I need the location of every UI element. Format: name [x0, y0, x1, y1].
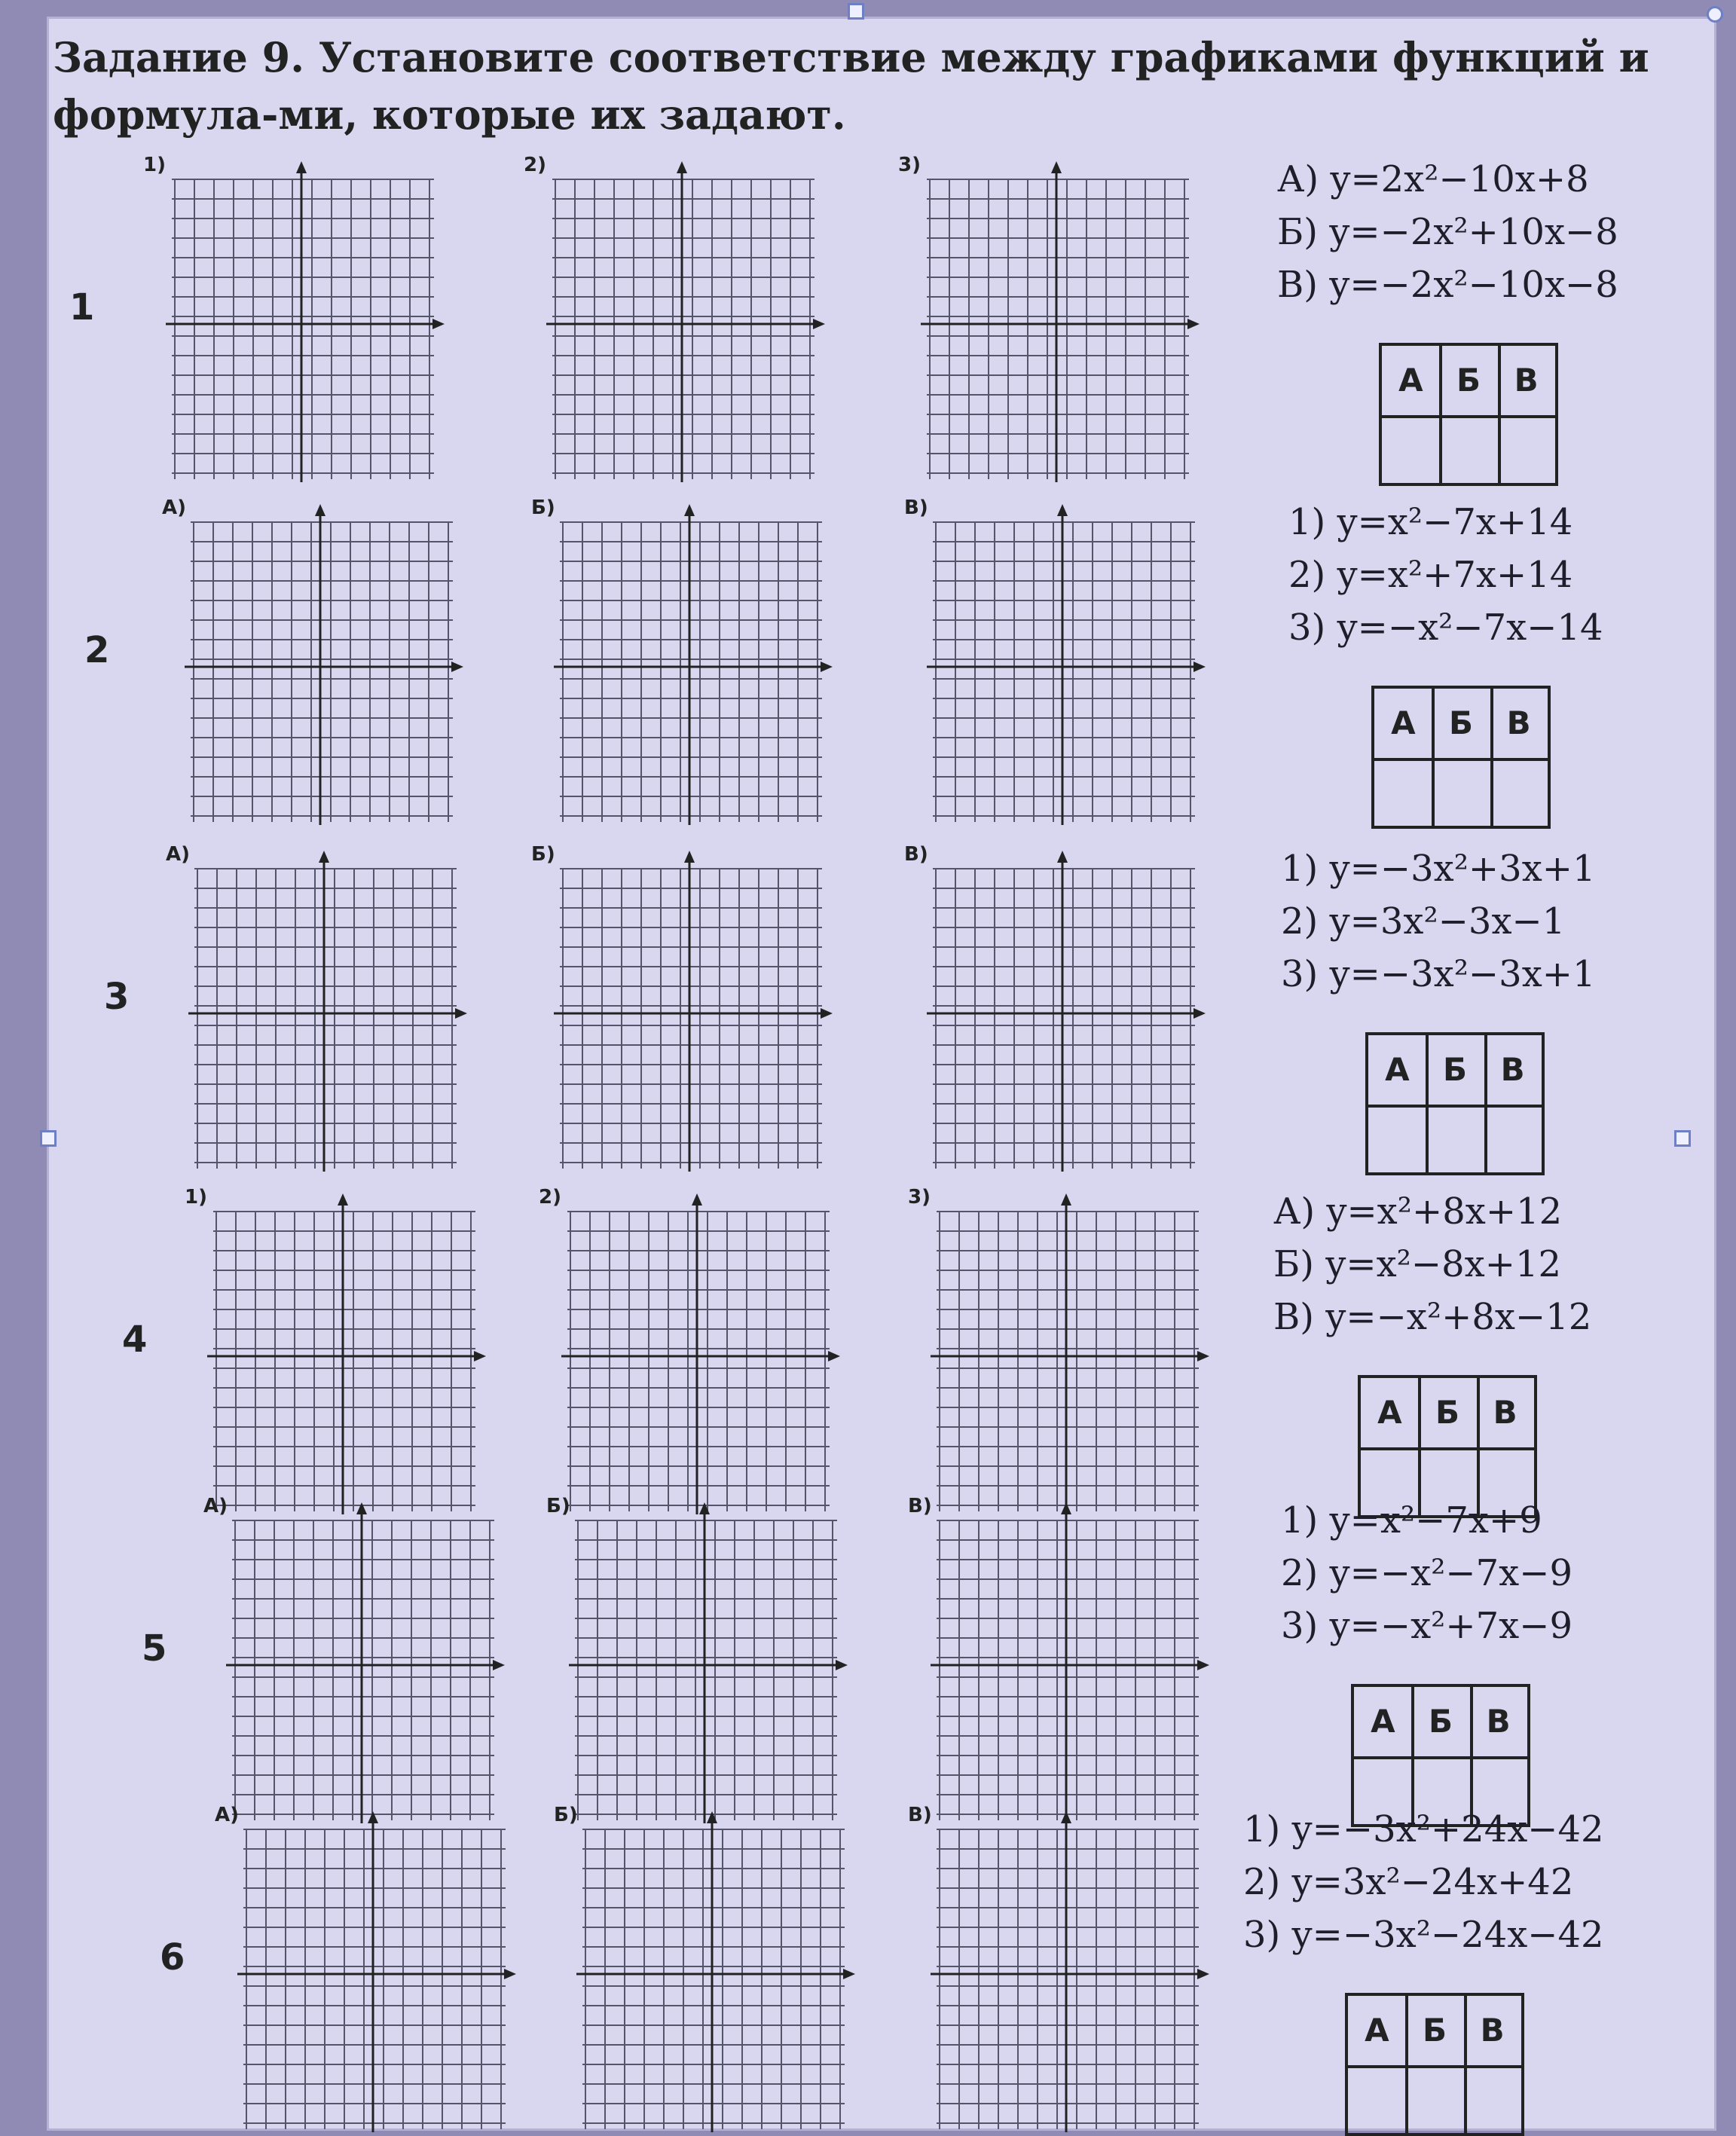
answer-table [1345, 1993, 1524, 2136]
formula-option: 1) y=x²−7x+9 [1281, 1499, 1542, 1542]
formula-option: 2) y=−x²−7x−9 [1281, 1552, 1572, 1594]
formula-option: 1) y=−3x²+24x−42 [1243, 1808, 1604, 1850]
formula-option: Б) y=x²−8x+12 [1273, 1243, 1562, 1285]
parabola-graph [546, 173, 818, 482]
graph-label: Б) [554, 1804, 578, 1826]
graph-label: 2) [539, 1186, 561, 1209]
answer-header-cell: Б [1456, 362, 1481, 399]
answer-header-cell: А [1391, 704, 1416, 741]
parabola-graph [554, 863, 825, 1172]
grid [560, 522, 822, 822]
graph-label: А) [203, 1495, 228, 1517]
formula-option: 3) y=−3x²−24x−42 [1243, 1914, 1604, 1956]
answer-header-cell: Б [1423, 2012, 1447, 2049]
answer-table-header [1382, 346, 1555, 418]
graph-label: Б) [546, 1495, 570, 1517]
answer-header-cell: В [1480, 2012, 1505, 2049]
formula-option: 3) y=−3x²−3x+1 [1281, 953, 1596, 995]
grid [933, 522, 1195, 822]
parabola-graph [237, 1823, 509, 2132]
parabola-graph [185, 516, 456, 825]
answer-header-cell: Б [1449, 704, 1474, 741]
formula-option: 1) y=x²−7x+14 [1288, 501, 1573, 543]
table-divider [1432, 689, 1435, 826]
graph-label: В) [904, 497, 928, 519]
table-divider [1418, 1378, 1421, 1515]
answer-header-cell: Б [1443, 1051, 1468, 1088]
formula-option: А) y=x²+8x+12 [1273, 1190, 1563, 1233]
table-divider [1405, 1996, 1408, 2133]
parabola-graph [576, 1823, 848, 2132]
graph-label: Б) [531, 843, 555, 866]
parabola-graph [554, 516, 825, 825]
parabola-graph [931, 1206, 1202, 1514]
answer-table [1358, 1375, 1537, 1518]
parabola-graph [931, 1514, 1202, 1823]
parabola-graph [561, 1206, 833, 1514]
resize-handle-corner[interactable] [1707, 6, 1723, 23]
graph-label: Б) [531, 497, 555, 519]
parabola-graph [226, 1514, 497, 1823]
answer-header-cell: В [1486, 1703, 1511, 1740]
table-divider [1439, 346, 1442, 483]
graph-label: В) [908, 1495, 932, 1517]
graph-label: 3) [898, 154, 921, 176]
graph-label: А) [215, 1804, 240, 1826]
answer-header-cell: А [1377, 1394, 1402, 1431]
formula-option: В) y=−2x²−10x−8 [1277, 264, 1618, 306]
parabola-graph [927, 863, 1198, 1172]
table-divider [1498, 346, 1501, 483]
formula-option: 3) y=−x²−7x−14 [1288, 607, 1603, 649]
formula-option: 1) y=−3x²+3x+1 [1281, 848, 1596, 890]
answer-header-cell: А [1385, 1051, 1410, 1088]
parabola-graph [166, 173, 437, 482]
graph-label: 1) [143, 154, 166, 176]
graph-label: В) [904, 843, 928, 866]
answer-table [1351, 1684, 1530, 1827]
table-divider [1477, 1378, 1480, 1515]
answer-header-cell: В [1500, 1051, 1525, 1088]
table-divider [1464, 1996, 1467, 2133]
resize-handle-right[interactable] [1674, 1130, 1691, 1147]
table-divider [1470, 1687, 1473, 1824]
grid [232, 1520, 494, 1820]
formula-option: 3) y=−x²+7x−9 [1281, 1605, 1572, 1647]
table-divider [1490, 689, 1493, 826]
graph-label: А) [166, 843, 191, 866]
answer-table-header [1348, 1996, 1521, 2068]
table-divider [1411, 1687, 1414, 1824]
answer-header-cell: Б [1429, 1703, 1453, 1740]
answer-header-cell: Б [1435, 1394, 1460, 1431]
answer-header-cell: В [1506, 704, 1531, 741]
resize-handle-top[interactable] [848, 3, 864, 20]
parabola-graph [931, 1823, 1202, 2132]
row-number: 1 [69, 286, 95, 328]
grid [582, 1829, 845, 2129]
grid [560, 869, 822, 1169]
answer-table-header [1361, 1378, 1534, 1450]
parabola-graph [569, 1514, 840, 1823]
graph-label: 3) [908, 1186, 931, 1209]
task-text: Установите соответствие между графиками функций и формула-ми, которые их задают. [53, 33, 1649, 139]
answer-header-cell: А [1371, 1703, 1395, 1740]
task-title [53, 29, 1695, 143]
row-number: 3 [104, 976, 130, 1018]
answer-table [1365, 1032, 1545, 1175]
task-number: Задание 9. [53, 33, 305, 81]
formula-option: 2) y=3x²−24x+42 [1243, 1861, 1574, 1903]
grid [937, 1829, 1199, 2129]
graph-label: А) [162, 497, 187, 519]
grid [213, 1212, 475, 1511]
parabola-graph [207, 1206, 478, 1514]
formula-option: Б) y=−2x²+10x−8 [1277, 211, 1618, 253]
parabola-graph [927, 516, 1198, 825]
formula-option: В) y=−x²+8x−12 [1273, 1296, 1592, 1338]
answer-header-cell: В [1493, 1394, 1517, 1431]
row-number: 4 [122, 1319, 148, 1361]
formula-option: А) y=2x²−10x+8 [1277, 158, 1589, 200]
grid [191, 522, 453, 822]
answer-table [1379, 343, 1558, 486]
row-number: 2 [84, 629, 110, 671]
table-divider [1484, 1035, 1487, 1172]
answer-table-header [1368, 1035, 1542, 1108]
formula-option: 2) y=3x²−3x−1 [1281, 900, 1566, 943]
answer-header-cell: А [1398, 362, 1423, 399]
answer-table-header [1374, 689, 1548, 761]
grid [575, 1520, 837, 1820]
answer-header-cell: В [1514, 362, 1539, 399]
graph-label: 1) [185, 1186, 207, 1209]
answer-header-cell: А [1365, 2012, 1389, 2049]
graph-label: 2) [524, 154, 546, 176]
grid [937, 1212, 1199, 1511]
parabola-graph [921, 173, 1192, 482]
grid [194, 869, 457, 1169]
answer-table [1371, 686, 1551, 829]
answer-table-header [1354, 1687, 1527, 1759]
grid [172, 179, 434, 479]
grid [937, 1520, 1199, 1820]
table-divider [1426, 1035, 1429, 1172]
parabola-graph [188, 863, 460, 1172]
graph-label: В) [908, 1804, 932, 1826]
grid [243, 1829, 506, 2129]
formula-option: 2) y=x²+7x+14 [1288, 554, 1573, 596]
grid [567, 1212, 830, 1511]
row-number: 6 [160, 1936, 185, 1979]
grid [933, 869, 1195, 1169]
row-number: 5 [142, 1627, 167, 1670]
grid [927, 179, 1189, 479]
grid [552, 179, 815, 479]
resize-handle-left[interactable] [40, 1130, 57, 1147]
